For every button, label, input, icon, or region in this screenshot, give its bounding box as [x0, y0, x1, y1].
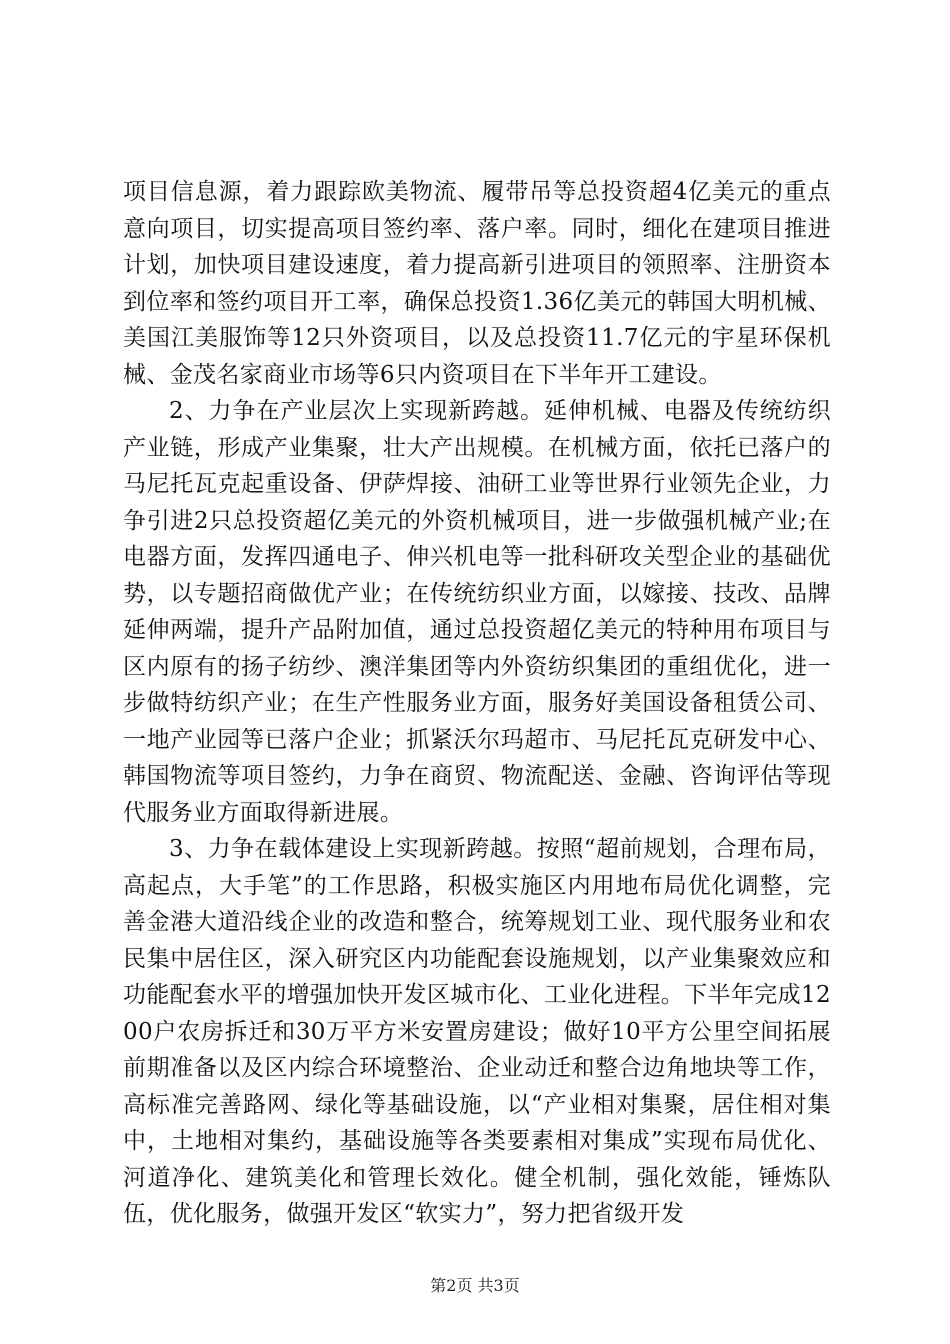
- paragraph-2: 2、力争在产业层次上实现新跨越。延伸机械、电器及传统纺织产业链，形成产业集聚，壮大产出规模。在机械方面，依托已落户的马尼托瓦克起重设备、伊萨焊接、油研工业等世界行业领先企业，力争引进2只总投资超亿美元的外资机械项目，进一步做强机械产业;在电器方面，发挥四通电子、伸兴机电等一批科研攻关型企业的基础优势，以专题招商做优产业；在传统纺织业方面，以嫁接、技改、品牌延伸两端，提升产品附加值，通过总投资超亿美元的特种用布项目与区内原有的扬子纺纱、澳洋集团等内外资纺织集团的重组优化，进一步做特纺织产业；在生产性服务业方面，服务好美国设备租赁公司、一地产业园等已落户企业；抓紧沃尔玛超市、马尼托瓦克研发中心、韩国物流等项目签约，力争在商贸、物流配送、金融、咨询评估等现代服务业方面取得新进展。: [123, 398, 831, 826]
- page-footer: 第2页 共3页: [430, 1276, 520, 1295]
- paragraph-3: 3、力争在载体建设上实现新跨越。按照“超前规划，合理布局，高起点，大手笔”的工作思路，积极实施区内用地布局优化调整，完善金港大道沿线企业的改造和整合，统筹规划工业、现代服务业和农民集中居住区，深入研究区内功能配套设施规划，以产业集聚效应和功能配套水平的增强加快开发区城市化、工业化进程。下半年完成1200户农房拆迁和30万平方米安置房建设；做好10平方公里空间拓展前期准备以及区内综合环境整治、企业动迁和整合边角地块等工作，高标准完善路网、绿化等基础设施，以“产业相对集聚，居住相对集中，土地相对集约，基础设施等各类要素相对集成”实现布局优化、河道净化、建筑美化和管理长效化。健全机制，强化效能，锤炼队伍，优化服务，做强开发区“软实力”，努力把省级开发: [123, 836, 831, 1227]
- document-body: [123, 174, 831, 1233]
- paragraph-1: 项目信息源，着力跟踪欧美物流、履带吊等总投资超4亿美元的重点意向项目，切实提高项目签约率、落户率。同时，细化在建项目推进计划，加快项目建设速度，着力提高新引进项目的领照率、注册资本到位率和签约项目开工率，确保总投资1.36亿美元的韩国大明机械、美国江美服饰等12只外资项目，以及总投资11.7亿元的宇星环保机械、金茂名家商业市场等6只内资项目在下半年开工建设。: [123, 179, 831, 388]
